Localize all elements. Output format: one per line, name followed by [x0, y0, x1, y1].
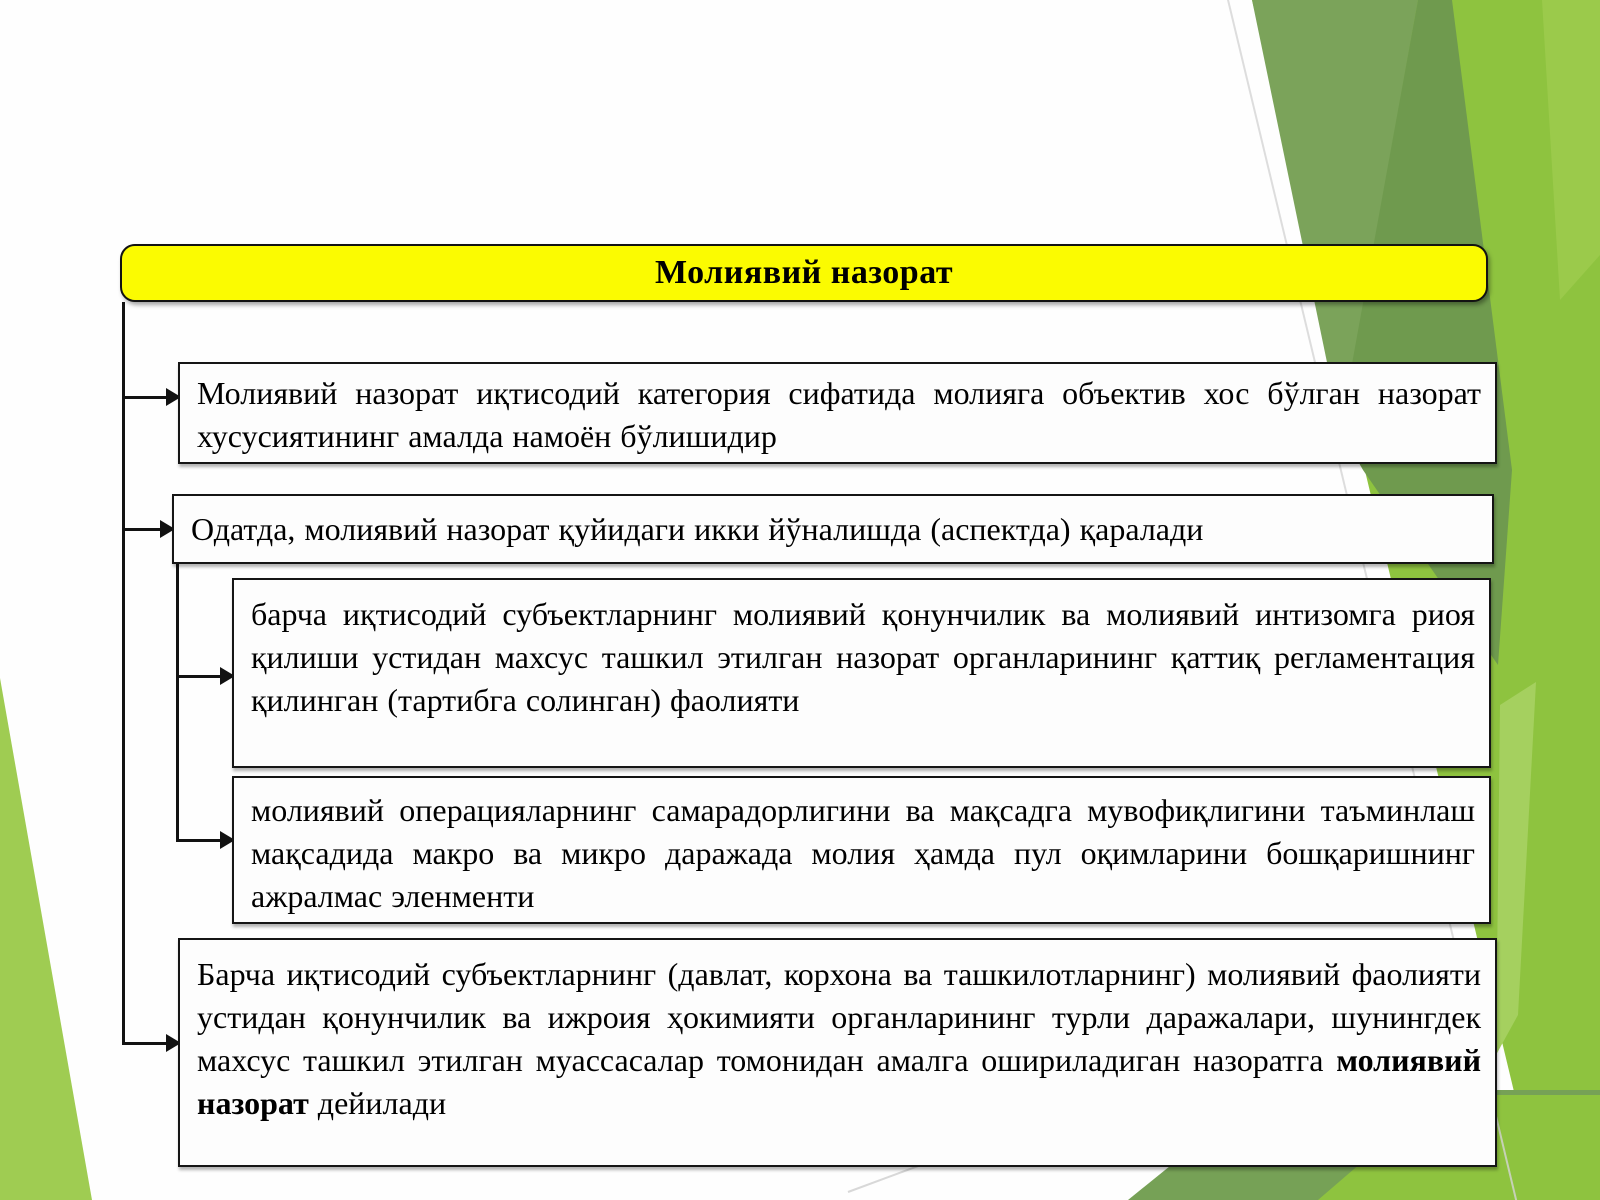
arrow-shaft: [122, 528, 164, 531]
connector-sub-vertical-line: [176, 562, 179, 842]
connector-main-vertical-line: [122, 302, 125, 1044]
box1-text: Молиявий назорат иқтисодий категория сифатида молияга объектив хос бўлган назорат хусусиятининг амалда намоён бўлишидир: [197, 375, 1481, 454]
box3-text: барча иқтисодий субъектларнинг молиявий қонунчилик ва молиявий интизомга риоя қилиши устидан махсус ташкил этилган назорат органларининг қаттиқ регламентация қилинган (тартибга солинган) фаолияти: [251, 596, 1475, 718]
box5-text-before: Барча иқтисодий субъектларнинг (давлат, корхона ва ташкилотларнинг) молиявий фаолияти устидан қонунчилик ва ижроия ҳокимияти органларининг турли даражалари, шунингдек махсус ташкил этилган муассасалар томонидан амалга ошириладиган назоратга: [197, 956, 1481, 1078]
arrow-shaft: [176, 675, 224, 678]
definition-box-financial-control-term: [178, 938, 1497, 1167]
box-aspect-regulated-activity: [232, 578, 1491, 768]
arrow-right-icon-to-box2: [122, 520, 175, 538]
box4-text: молиявий операцияларнинг самарадорлигини ва мақсадга мувофиқлигини таъминлаш мақсадида макро ва микро даражада молия ҳамда пул оқимларини бошқаришнинг ажралмас эленменти: [251, 792, 1475, 914]
box-two-aspects-intro: [172, 494, 1494, 564]
arrow-right-icon-to-box1: [122, 388, 181, 406]
box5-text: [197, 953, 1481, 1125]
slide-title-box: [120, 244, 1488, 302]
arrow-shaft: [122, 1042, 170, 1045]
box5-text-after: дейилади: [308, 1085, 447, 1121]
arrow-shaft: [122, 396, 170, 399]
arrow-shaft: [176, 839, 224, 842]
arrow-right-icon-to-box3: [176, 667, 235, 685]
arrow-right-icon-to-box5: [122, 1034, 181, 1052]
definition-box-financial-control-essence: [178, 362, 1497, 464]
arrow-right-icon-to-box4: [176, 831, 235, 849]
box5-bold-term: молиявий назорат: [197, 1042, 1481, 1121]
slide-title: Молиявий назорат: [654, 254, 954, 291]
box2-text: Одатда, молиявий назорат қуйидаги икки йўналишда (аспектда) қаралади: [191, 511, 1204, 547]
box-aspect-management-element: [232, 776, 1491, 924]
